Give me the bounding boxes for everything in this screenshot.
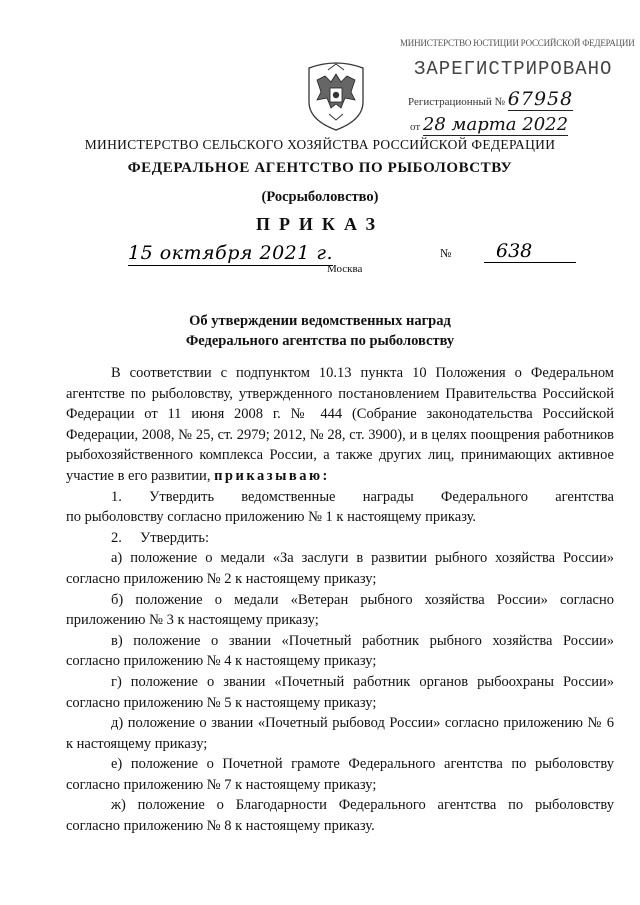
- item-1-word: Утвердить: [149, 488, 215, 505]
- coat-of-arms-icon: [303, 58, 369, 132]
- document-title: [0, 311, 640, 351]
- item-1-word: ведомственные: [241, 488, 336, 505]
- intro-paragraph: [66, 363, 614, 487]
- ministry-name: МИНИСТЕРСТВО СЕЛЬСКОГО ХОЗЯЙСТВА РОССИЙСКОЙ ФЕДЕРАЦИИ: [84, 137, 556, 152]
- stamp-ministry-line: МИНИСТЕРСТВО ЮСТИЦИИ РОССИЙСКОЙ ФЕДЕРАЦИИ: [400, 38, 635, 48]
- order-word: приказываю:: [214, 467, 330, 484]
- item-1-word: Федерального: [440, 488, 528, 505]
- order-city: Москва: [327, 263, 363, 275]
- document-type: ПРИКАЗ: [255, 214, 385, 234]
- item-1-word: награды: [362, 488, 414, 505]
- subitem-d: д) положение о звании «Почетный рыбовод России» согласно приложению № 6 к настоящему приказу;: [66, 715, 614, 752]
- item-1-line: [66, 487, 614, 508]
- document-body: [66, 363, 614, 837]
- stamp-registration-number: [408, 88, 598, 110]
- order-number: 638: [484, 240, 576, 263]
- order-number-sign: №: [440, 246, 452, 260]
- document-title-line1: Об утверждении ведомственных наград: [189, 313, 451, 329]
- document-title-line2: Федерального агентства по рыболовству: [185, 333, 455, 349]
- stamp-registered: ЗАРЕГИСТРИРОВАНО: [414, 58, 613, 80]
- item-1-words: [111, 487, 614, 508]
- subitem-v: в) положение о звании «Почетный работник рыбного хозяйства России» согласно приложению № 4 к настоящему приказу;: [66, 632, 614, 670]
- item-1-word: агентства: [555, 488, 614, 505]
- stamp-registration-date: [410, 114, 600, 135]
- item-1-rest: по рыболовству согласно приложению № 1 к настоящему приказу.: [66, 509, 477, 526]
- agency-name: ФЕДЕРАЛЬНОЕ АГЕНТСТВО ПО РЫБОЛОВСТВУ: [127, 160, 513, 176]
- agency-short-name: (Росрыболовство): [261, 189, 379, 205]
- stamp-date-prefix: от: [410, 121, 421, 133]
- intro-text: В соответствии с подпунктом 10.13 пункта 10 Положения о Федеральном агентстве по рыболовству, утвержденного постановлением Правительства Российской Федерации от 11 июня 2008 г. № 444 (Собрание законодательства Российской Федерации, 2008, № 25, ст. 2979; 2012, № 28, ст. 3900), и в целях поощрения работников рыбохозяйственного комплекса России, а также других лиц, принимающих активное участие в его развитии,: [66, 365, 614, 484]
- subitem-b: б) положение о медали «Ветеран рыбного хозяйства России» согласно приложению № 3 к настоящему приказу;: [66, 591, 614, 629]
- item-2: 2. Утвердить:: [111, 529, 209, 546]
- stamp-reg-label: Регистрационный №: [408, 96, 506, 108]
- stamp-reg-number: 67958: [507, 88, 574, 110]
- item-1-word: 1.: [111, 488, 122, 505]
- subitem-e: е) положение о Почетной грамоте Федерального агентства по рыболовству согласно приложению № 7 к настоящему приказу;: [66, 756, 614, 793]
- subitem-zh: ж) положение о Благодарности Федерального агентства по рыболовству согласно приложению № 8 к настоящему приказу.: [66, 797, 614, 835]
- stamp-date-value: 28 марта 2022: [422, 114, 569, 135]
- order-date: 15 октября 2021 г.: [128, 242, 334, 264]
- subitem-a: а) положение о медали «За заслуги в развитии рыбного хозяйства России» согласно приложению № 2 к настоящему приказу;: [66, 550, 614, 587]
- subitem-g: г) положение о звании «Почетный работник органов рыбоохраны России» согласно приложению № 5 к настоящему приказу;: [66, 673, 614, 711]
